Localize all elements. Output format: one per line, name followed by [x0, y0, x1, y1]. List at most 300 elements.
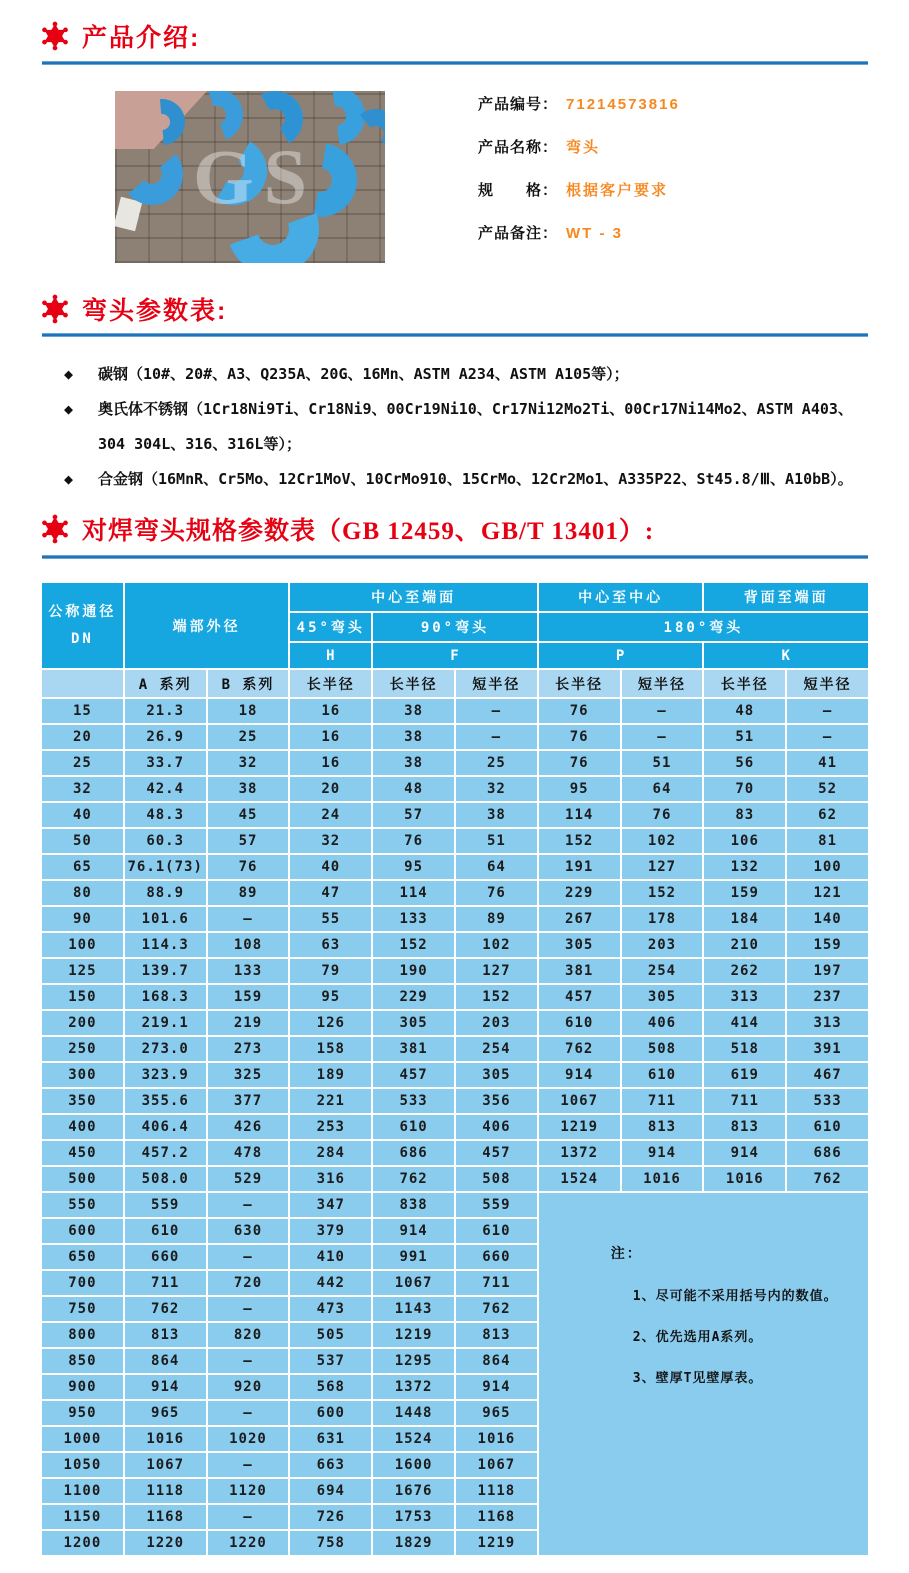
table-cell: 1524: [373, 1427, 454, 1451]
table-cell: 83: [704, 803, 785, 827]
table-cell: 508: [622, 1037, 703, 1061]
photo-watermark: GS: [192, 133, 318, 220]
table-cell: 16: [290, 699, 371, 723]
table-row: [42, 959, 868, 983]
subheader-cell-series-a: A 系列: [125, 670, 206, 697]
subheader-cell-long-r: 长半径: [539, 670, 620, 697]
table-row: [42, 1167, 868, 1191]
table-cell: 1067: [539, 1089, 620, 1113]
table-cell: 51: [456, 829, 537, 853]
table-cell: 60.3: [125, 829, 206, 853]
table-row: [42, 777, 868, 801]
table-cell: 100: [787, 855, 868, 879]
table-cell: 253: [290, 1115, 371, 1139]
table-cell: 813: [456, 1323, 537, 1347]
table-cell: 48.3: [125, 803, 206, 827]
table-cell: 533: [787, 1089, 868, 1113]
material-bullet: ◆: [64, 400, 74, 418]
table-cell: 210: [704, 933, 785, 957]
table-row: [42, 1193, 868, 1217]
spec-table-body: [42, 699, 868, 1555]
table-cell: 1016: [125, 1427, 206, 1451]
table-cell: 533: [373, 1089, 454, 1113]
table-cell: 158: [290, 1037, 371, 1061]
material-text: 碳钢（10#、20#、A3、Q235A、20G、16Mn、ASTM A234、ASTM A105等）；: [98, 365, 629, 383]
table-cell: 711: [622, 1089, 703, 1113]
table-cell: 313: [787, 1011, 868, 1035]
table-cell: 38: [373, 751, 454, 775]
table-row: [42, 881, 868, 905]
product-field: [478, 136, 680, 160]
table-cell: 1372: [539, 1141, 620, 1165]
table-cell: 95: [290, 985, 371, 1009]
table-row: [42, 699, 868, 723]
table-cell: 57: [208, 829, 289, 853]
table-cell: 518: [704, 1037, 785, 1061]
table-cell: 168.3: [125, 985, 206, 1009]
table-cell: 505: [290, 1323, 371, 1347]
table-cell: 76.1(73): [125, 855, 206, 879]
field-value: 71214573816: [566, 96, 680, 113]
materials-list: [64, 357, 869, 497]
table-cell: 610: [456, 1219, 537, 1243]
table-cell: 508: [456, 1167, 537, 1191]
table-cell: 55: [290, 907, 371, 931]
table-cell: 152: [539, 829, 620, 853]
table-cell: 820: [208, 1323, 289, 1347]
table-cell: —: [208, 907, 289, 931]
field-label: 产品编号：: [478, 96, 559, 113]
star-icon: [40, 21, 70, 51]
table-cell: 965: [456, 1401, 537, 1425]
divider: [42, 333, 868, 337]
table-cell: 1600: [373, 1453, 454, 1477]
table-cell: 631: [290, 1427, 371, 1451]
section-intro-heading: [40, 18, 909, 54]
table-cell: 40: [290, 855, 371, 879]
table-cell: 1118: [456, 1479, 537, 1503]
table-cell: 478: [208, 1141, 289, 1165]
table-row: [42, 829, 868, 853]
section-spec-heading: [40, 511, 909, 547]
table-cell: 568: [290, 1375, 371, 1399]
table-cell: 101.6: [125, 907, 206, 931]
table-cell: 1016: [704, 1167, 785, 1191]
table-row: [42, 1063, 868, 1087]
table-cell: —: [456, 699, 537, 723]
table-cell: 79: [290, 959, 371, 983]
table-cell: 813: [704, 1115, 785, 1139]
table-cell: 32: [456, 777, 537, 801]
table-row: [42, 1141, 868, 1165]
table-cell: 1016: [456, 1427, 537, 1451]
table-row: [42, 725, 868, 749]
table-cell: 610: [539, 1011, 620, 1035]
material-text: 奥氏体不锈钢（1Cr18Ni9Ti、Cr18Ni9、00Cr19Ni10、Cr17Ni12Mo2Ti、00Cr17Ni14Mo2、ASTM A403、304 304L、316、316L等）；: [98, 400, 853, 453]
table-cell: 750: [42, 1297, 123, 1321]
table-cell: 21.3: [125, 699, 206, 723]
table-cell: 442: [290, 1271, 371, 1295]
table-cell: 152: [622, 881, 703, 905]
table-cell: 762: [125, 1297, 206, 1321]
table-cell: 76: [539, 725, 620, 749]
table-cell: 914: [373, 1219, 454, 1243]
table-cell: 273: [208, 1037, 289, 1061]
section-title: 产品介绍:: [82, 24, 201, 52]
table-cell: 529: [208, 1167, 289, 1191]
star-icon: [40, 294, 70, 324]
table-cell: 660: [456, 1245, 537, 1269]
table-cell: 914: [704, 1141, 785, 1165]
table-cell: 1100: [42, 1479, 123, 1503]
table-cell: 152: [456, 985, 537, 1009]
table-cell: 76: [456, 881, 537, 905]
table-cell: 25: [456, 751, 537, 775]
table-cell: 1219: [456, 1531, 537, 1555]
product-field: [478, 222, 680, 246]
table-row: [42, 803, 868, 827]
table-cell: 686: [787, 1141, 868, 1165]
table-cell: 127: [622, 855, 703, 879]
material-bullet: ◆: [64, 365, 74, 383]
table-cell: 1168: [125, 1505, 206, 1529]
table-cell: 400: [42, 1115, 123, 1139]
table-cell: 100: [42, 933, 123, 957]
table-cell: 57: [373, 803, 454, 827]
table-cell: 1676: [373, 1479, 454, 1503]
table-cell: 76: [373, 829, 454, 853]
table-cell: —: [208, 1453, 289, 1477]
table-cell: 15: [42, 699, 123, 723]
table-notes-cell: [539, 1193, 868, 1555]
table-row: [42, 751, 868, 775]
table-cell: 262: [704, 959, 785, 983]
table-cell: 550: [42, 1193, 123, 1217]
table-cell: 178: [622, 907, 703, 931]
table-cell: 38: [208, 777, 289, 801]
table-cell: 32: [42, 777, 123, 801]
table-cell: 70: [704, 777, 785, 801]
table-cell: 726: [290, 1505, 371, 1529]
table-cell: 25: [208, 725, 289, 749]
table-cell: 95: [373, 855, 454, 879]
field-label: 产品名称：: [478, 139, 559, 156]
table-cell: 65: [42, 855, 123, 879]
table-row: [42, 1011, 868, 1035]
table-row: [42, 933, 868, 957]
table-cell: 1753: [373, 1505, 454, 1529]
table-cell: 50: [42, 829, 123, 853]
table-cell: 630: [208, 1219, 289, 1243]
section-params-heading: [40, 291, 909, 327]
table-cell: 139.7: [125, 959, 206, 983]
table-cell: 347: [290, 1193, 371, 1217]
subheader-cell-long-r: 长半径: [704, 670, 785, 697]
table-cell: 159: [208, 985, 289, 1009]
table-cell: 381: [373, 1037, 454, 1061]
table-cell: 1143: [373, 1297, 454, 1321]
table-cell: 1016: [622, 1167, 703, 1191]
table-cell: 762: [787, 1167, 868, 1191]
table-cell: 762: [373, 1167, 454, 1191]
header-cell-elbow90: 90°弯头: [373, 613, 537, 641]
table-cell: 150: [42, 985, 123, 1009]
table-cell: 377: [208, 1089, 289, 1113]
table-cell: 42.4: [125, 777, 206, 801]
header-cell-elbow180: 180°弯头: [539, 613, 868, 641]
table-cell: 305: [539, 933, 620, 957]
table-cell: 864: [456, 1349, 537, 1373]
table-cell: 16: [290, 751, 371, 775]
product-photo: [115, 91, 385, 263]
table-cell: —: [208, 1245, 289, 1269]
table-cell: 32: [208, 751, 289, 775]
notes-title: 注：: [610, 1245, 643, 1262]
table-cell: 537: [290, 1349, 371, 1373]
table-cell: 508.0: [125, 1167, 206, 1191]
table-cell: 133: [373, 907, 454, 931]
table-cell: 450: [42, 1141, 123, 1165]
table-cell: 229: [539, 881, 620, 905]
table-cell: 250: [42, 1037, 123, 1061]
table-cell: 1219: [539, 1115, 620, 1139]
table-cell: 108: [208, 933, 289, 957]
table-cell: 48: [373, 777, 454, 801]
table-cell: 391: [787, 1037, 868, 1061]
table-cell: 45: [208, 803, 289, 827]
table-cell: 41: [787, 751, 868, 775]
table-cell: 102: [622, 829, 703, 853]
table-cell: 1829: [373, 1531, 454, 1555]
table-cell: 410: [290, 1245, 371, 1269]
subheader-cell-long-r: 长半径: [290, 670, 371, 697]
table-cell: 1067: [456, 1453, 537, 1477]
table-cell: 864: [125, 1349, 206, 1373]
intro-block: [0, 91, 909, 267]
table-cell: 81: [787, 829, 868, 853]
table-cell: 106: [704, 829, 785, 853]
table-cell: 56: [704, 751, 785, 775]
table-cell: 914: [622, 1141, 703, 1165]
table-cell: 38: [373, 699, 454, 723]
table-cell: 190: [373, 959, 454, 983]
table-cell: 900: [42, 1375, 123, 1399]
table-cell: 203: [622, 933, 703, 957]
table-cell: 52: [787, 777, 868, 801]
table-cell: 305: [373, 1011, 454, 1035]
table-cell: 32: [290, 829, 371, 853]
table-cell: 16: [290, 725, 371, 749]
header-cell-center-to-face: 中心至端面: [290, 583, 536, 611]
table-cell: —: [787, 699, 868, 723]
table-cell: 610: [622, 1063, 703, 1087]
material-text: 合金钢（16MnR、Cr5Mo、12Cr1MoV、10CrMo910、15CrMo、12Cr2Mo1、A335P22、St45.8/Ⅲ、A10bB）。: [98, 470, 853, 488]
table-cell: 559: [125, 1193, 206, 1217]
table-cell: 610: [125, 1219, 206, 1243]
product-info: [478, 93, 680, 265]
table-row: [42, 1037, 868, 1061]
subheader-cell-long-r: 长半径: [373, 670, 454, 697]
table-row: [42, 1089, 868, 1113]
table-cell: 300: [42, 1063, 123, 1087]
table-cell: 47: [290, 881, 371, 905]
table-cell: 457.2: [125, 1141, 206, 1165]
table-cell: 711: [456, 1271, 537, 1295]
table-cell: 24: [290, 803, 371, 827]
table-cell: 1219: [373, 1323, 454, 1347]
star-icon: [40, 514, 70, 544]
table-cell: 600: [290, 1401, 371, 1425]
table-cell: 838: [373, 1193, 454, 1217]
table-cell: 200: [42, 1011, 123, 1035]
subheader-cell-series-b: B 系列: [208, 670, 289, 697]
table-cell: 1448: [373, 1401, 454, 1425]
table-cell: 89: [208, 881, 289, 905]
table-cell: 473: [290, 1297, 371, 1321]
table-cell: 457: [373, 1063, 454, 1087]
table-cell: 114: [373, 881, 454, 905]
table-cell: 159: [704, 881, 785, 905]
table-cell: 127: [456, 959, 537, 983]
section-title: 弯头参数表:: [82, 297, 228, 325]
table-cell: 559: [456, 1193, 537, 1217]
table-cell: 20: [290, 777, 371, 801]
field-value: 根据客户要求: [566, 182, 669, 199]
table-row: [42, 985, 868, 1009]
header-cell-f: F: [373, 643, 537, 668]
material-bullet: ◆: [64, 470, 74, 488]
table-cell: 660: [125, 1245, 206, 1269]
table-cell: 914: [539, 1063, 620, 1087]
table-cell: 610: [373, 1115, 454, 1139]
table-cell: 762: [539, 1037, 620, 1061]
table-cell: 426: [208, 1115, 289, 1139]
table-cell: 650: [42, 1245, 123, 1269]
subheader-cell-short-r: 短半径: [456, 670, 537, 697]
material-item: [64, 357, 869, 392]
table-cell: 663: [290, 1453, 371, 1477]
material-item: [64, 392, 869, 462]
table-cell: 203: [456, 1011, 537, 1035]
table-cell: 1295: [373, 1349, 454, 1373]
table-cell: 284: [290, 1141, 371, 1165]
field-value: 弯头: [566, 139, 601, 156]
table-cell: 254: [456, 1037, 537, 1061]
table-cell: 18: [208, 699, 289, 723]
field-value: WT - 3: [566, 225, 624, 242]
divider: [42, 555, 868, 559]
section-title: 对焊弯头规格参数表（GB 12459、GB/T 13401）:: [82, 518, 655, 545]
table-cell: 89: [456, 907, 537, 931]
table-cell: 720: [208, 1271, 289, 1295]
subheader-cell-empty: [42, 670, 123, 697]
note-line: 1、尽可能不采用括号内的数值。: [632, 1288, 838, 1304]
field-label: 规 格：: [478, 182, 559, 199]
table-row: [42, 855, 868, 879]
table-cell: 379: [290, 1219, 371, 1243]
table-cell: 90: [42, 907, 123, 931]
table-cell: 619: [704, 1063, 785, 1087]
table-cell: 313: [704, 985, 785, 1009]
table-cell: 457: [456, 1141, 537, 1165]
table-cell: 189: [290, 1063, 371, 1087]
table-cell: 126: [290, 1011, 371, 1035]
subheader-cell-short-r: 短半径: [622, 670, 703, 697]
table-cell: 132: [704, 855, 785, 879]
table-cell: 26.9: [125, 725, 206, 749]
table-cell: 76: [539, 699, 620, 723]
table-cell: 121: [787, 881, 868, 905]
table-cell: 80: [42, 881, 123, 905]
table-cell: —: [208, 1505, 289, 1529]
table-cell: 1067: [373, 1271, 454, 1295]
table-cell: 500: [42, 1167, 123, 1191]
table-cell: 114: [539, 803, 620, 827]
table-cell: —: [622, 699, 703, 723]
table-cell: 1067: [125, 1453, 206, 1477]
table-cell: 414: [704, 1011, 785, 1035]
table-cell: 237: [787, 985, 868, 1009]
table-cell: 800: [42, 1323, 123, 1347]
table-cell: 133: [208, 959, 289, 983]
table-cell: 600: [42, 1219, 123, 1243]
table-cell: 267: [539, 907, 620, 931]
table-cell: 1000: [42, 1427, 123, 1451]
divider: [42, 61, 868, 65]
note-line: 3、壁厚T见壁厚表。: [632, 1370, 763, 1386]
table-cell: 102: [456, 933, 537, 957]
table-cell: 25: [42, 751, 123, 775]
table-cell: 762: [456, 1297, 537, 1321]
table-cell: 323.9: [125, 1063, 206, 1087]
table-cell: 40: [42, 803, 123, 827]
table-cell: 125: [42, 959, 123, 983]
note-line: 2、优先选用A系列。: [632, 1329, 763, 1345]
spec-table: [40, 581, 870, 1557]
table-cell: 1200: [42, 1531, 123, 1555]
table-cell: 813: [622, 1115, 703, 1139]
table-cell: 254: [622, 959, 703, 983]
header-cell-elbow45: 45°弯头: [290, 613, 371, 641]
table-cell: 88.9: [125, 881, 206, 905]
table-cell: 406: [456, 1115, 537, 1139]
table-cell: 20: [42, 725, 123, 749]
table-cell: 95: [539, 777, 620, 801]
table-cell: 184: [704, 907, 785, 931]
table-cell: 62: [787, 803, 868, 827]
table-cell: 914: [125, 1375, 206, 1399]
header-cell-p: P: [539, 643, 703, 668]
table-cell: 229: [373, 985, 454, 1009]
table-cell: 381: [539, 959, 620, 983]
table-cell: 64: [622, 777, 703, 801]
table-cell: 159: [787, 933, 868, 957]
table-cell: 76: [539, 751, 620, 775]
table-cell: 273.0: [125, 1037, 206, 1061]
table-cell: 114.3: [125, 933, 206, 957]
table-cell: 711: [704, 1089, 785, 1113]
table-cell: 406: [622, 1011, 703, 1035]
table-row: [42, 907, 868, 931]
header-cell-h: H: [290, 643, 371, 668]
table-cell: 350: [42, 1089, 123, 1113]
table-cell: —: [456, 725, 537, 749]
table-cell: 1150: [42, 1505, 123, 1529]
table-cell: 219.1: [125, 1011, 206, 1035]
table-cell: 813: [125, 1323, 206, 1347]
header-cell-back-to-face: 背面至端面: [704, 583, 868, 611]
table-cell: 305: [622, 985, 703, 1009]
